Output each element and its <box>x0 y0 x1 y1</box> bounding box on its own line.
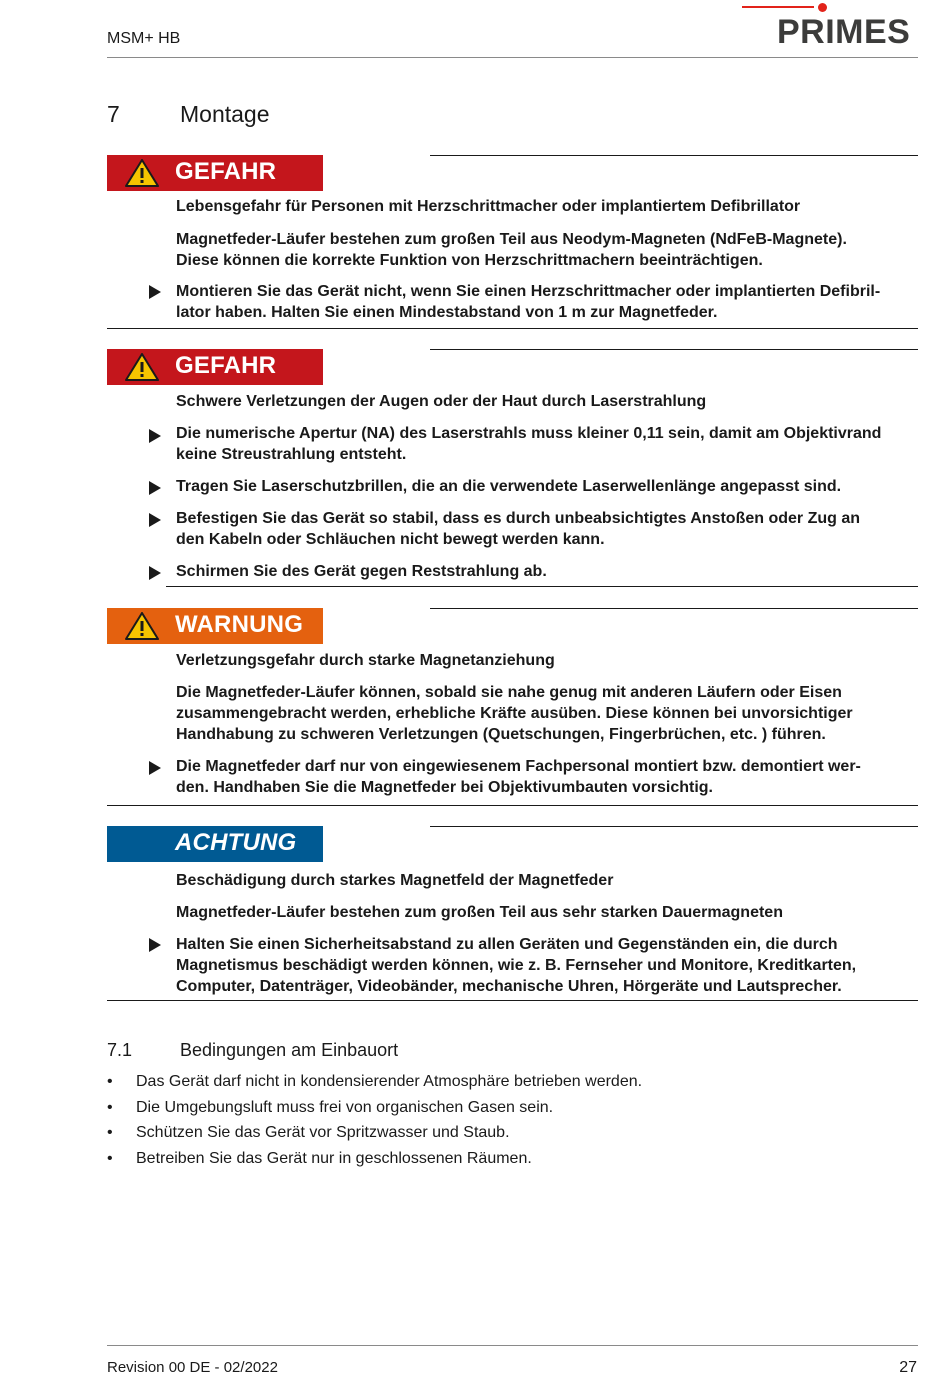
bullet-icon: • <box>107 1073 113 1090</box>
action-arrow-icon <box>149 761 161 775</box>
signal-panel-danger <box>107 155 323 191</box>
action-text-line: lator haben. Halten Sie einen Mindestabstand von 1 m zur Magnetfeder. <box>176 304 718 321</box>
section-number: 7.1 <box>107 1040 133 1060</box>
list-item-text: Betreiben Sie das Gerät nur in geschlossenen Räumen. <box>136 1150 532 1167</box>
box-bottom-rule <box>166 586 918 587</box>
signal-panel-notice <box>107 826 323 862</box>
hazard-text-line: zusammengebracht werden, erhebliche Kräfte ausüben. Diese können bei unvorsichtiger <box>176 705 853 722</box>
logo-accent-line <box>742 6 814 8</box>
hazard-heading: Verletzungsgefahr durch starke Magnetanziehung <box>176 652 555 669</box>
hazard-text-line: Handhabung zu schweren Verletzungen (Quetschungen, Fingerbrüchen, etc. ) führen. <box>176 726 826 743</box>
hazard-heading: Schwere Verletzungen der Augen oder der Haut durch Laserstrahlung <box>176 393 707 410</box>
chapter-title: Montage <box>180 101 270 127</box>
company-logo: PRIMES <box>777 13 911 51</box>
bullet-icon: • <box>107 1124 113 1141</box>
action-text-line: Die numerische Apertur (NA) des Laserstrahls muss kleiner 0,11 sein, damit am Objektivrand <box>176 425 882 442</box>
warning-box-magnet <box>107 608 918 808</box>
list-item-text: Schützen Sie das Gerät vor Spritzwasser und Staub. <box>136 1124 510 1141</box>
section-title: Bedingungen am Einbauort <box>180 1040 399 1060</box>
chapter-number: 7 <box>107 101 120 127</box>
action-arrow-icon <box>149 481 161 495</box>
document-title: MSM+ HB <box>107 30 181 47</box>
page-number: 27 <box>899 1359 917 1376</box>
danger-box-pacemaker <box>107 155 918 330</box>
list-item-text: Das Gerät darf nicht in kondensierender Atmosphäre betrieben werden. <box>136 1073 643 1090</box>
list-item-text: Die Umgebungsluft muss frei von organischen Gasen sein. <box>136 1099 554 1116</box>
signal-panel-warning <box>107 608 323 644</box>
box-bottom-rule <box>107 1000 918 1001</box>
warning-triangle-icon <box>125 353 159 381</box>
hazard-heading: Lebensgefahr für Personen mit Herzschrittmacher oder implantiertem Defibrillator <box>176 198 801 215</box>
action-arrow-icon <box>149 938 161 952</box>
header-divider <box>107 57 918 58</box>
box-bottom-rule <box>107 328 918 329</box>
revision-label: Revision 00 DE - 02/2022 <box>107 1359 278 1376</box>
signal-panel-danger <box>107 349 323 385</box>
action-arrow-icon <box>149 566 161 580</box>
box-bottom-rule <box>107 805 918 806</box>
action-arrow-icon <box>149 513 161 527</box>
signal-word: ACHTUNG <box>175 829 297 856</box>
bullet-icon: • <box>107 1099 113 1116</box>
action-text-line: Tragen Sie Laserschutzbrillen, die an die verwendete Laserwellenlänge angepasst sind. <box>176 478 842 495</box>
action-text-line: Die Magnetfeder darf nur von eingewiesenem Fachpersonal montiert bzw. demontiert wer- <box>176 758 861 775</box>
signal-word: WARNUNG <box>175 611 304 638</box>
hazard-heading: Beschädigung durch starkes Magnetfeld der Magnetfeder <box>176 872 614 889</box>
action-text-line: den Kabeln oder Schläuchen nicht bewegt werden kann. <box>176 531 605 548</box>
action-text-line: Montieren Sie das Gerät nicht, wenn Sie einen Herzschrittmacher oder implantierten Defibril- <box>176 283 881 300</box>
box-top-rule <box>430 349 918 350</box>
hazard-text-line: Magnetfeder-Läufer bestehen zum großen Teil aus sehr starken Dauermagneten <box>176 904 783 921</box>
signal-word: GEFAHR <box>175 352 277 379</box>
notice-box-magnetfield <box>107 826 918 1002</box>
action-text-line: den. Handhaben Sie die Magnetfeder bei Objektivumbauten vorsichtig. <box>176 779 713 796</box>
action-text-line: keine Streustrahlung entsteht. <box>176 446 407 463</box>
logo-accent-dot <box>818 3 827 12</box>
box-top-rule <box>430 608 918 609</box>
signal-word: GEFAHR <box>175 158 277 185</box>
hazard-text-line: Diese können die korrekte Funktion von Herzschrittmachern beeinträchtigen. <box>176 252 763 269</box>
bullet-icon: • <box>107 1150 113 1167</box>
footer-divider <box>107 1345 918 1346</box>
action-text-line: Magnetismus beschädigt werden können, wie z. B. Fernseher und Monitore, Kreditkarten, <box>176 957 857 974</box>
box-top-rule <box>430 155 918 156</box>
warning-triangle-icon <box>125 612 159 640</box>
hazard-text-line: Die Magnetfeder-Läufer können, sobald sie nahe genug mit anderen Läufern oder Eisen <box>176 684 842 701</box>
warning-triangle-icon <box>125 159 159 187</box>
action-text-line: Computer, Datenträger, Videobänder, mechanische Uhren, Hörgeräte und Lautsprecher. <box>176 978 842 995</box>
action-arrow-icon <box>149 285 161 299</box>
hazard-text-line: Magnetfeder-Läufer bestehen zum großen Teil aus Neodym-Magneten (NdFeB-Magnete). <box>176 231 847 248</box>
action-text-line: Halten Sie einen Sicherheitsabstand zu allen Geräten und Gegenständen ein, die durch <box>176 936 838 953</box>
action-text-line: Befestigen Sie das Gerät so stabil, dass es durch unbeabsichtigtes Anstoßen oder Zug an <box>176 510 861 527</box>
box-top-rule <box>430 826 918 827</box>
action-text-line: Schirmen Sie des Gerät gegen Reststrahlung ab. <box>176 563 547 580</box>
danger-box-laser <box>107 349 918 589</box>
action-arrow-icon <box>149 429 161 443</box>
